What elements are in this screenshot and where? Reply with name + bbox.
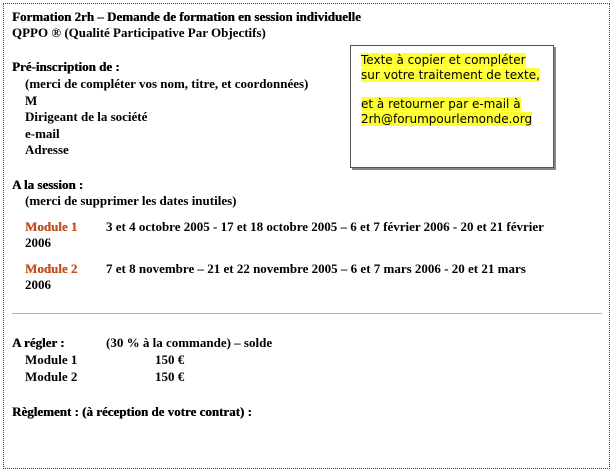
- payment-item-2-label: Module 2: [25, 369, 78, 384]
- preinscription-heading: Pré-inscription de :: [12, 59, 120, 74]
- payment-item-1-label: Module 1: [25, 352, 78, 367]
- field-title: Dirigeant de la société: [25, 109, 148, 124]
- section-divider: [12, 313, 602, 314]
- field-address: Adresse: [25, 142, 69, 157]
- module-2-dates: 7 et 8 novembre – 21 et 22 novembre 2005 – 6 et 7 mars 2006 - 20 et 21 mars: [106, 261, 526, 276]
- note-line-3: et à retourner par e-mail à: [361, 97, 521, 111]
- module-1-dates-continued: 2006: [25, 235, 51, 250]
- note-line-2: sur votre traitement de texte,: [361, 68, 540, 82]
- payment-item-2-price: 150 €: [155, 369, 185, 384]
- document-subtitle: QPPO ® (Qualité Participative Par Objectifs): [12, 25, 266, 40]
- field-email: e-mail: [25, 126, 60, 141]
- module-1-dates: 3 et 4 octobre 2005 - 17 et 18 octobre 2005 – 6 et 7 février 2006 - 20 et 21 février: [106, 219, 544, 234]
- note-email-address: 2rh@forumpourlemonde.org: [361, 112, 533, 126]
- payment-heading: A régler :: [12, 335, 65, 350]
- module-2-dates-continued: 2006: [25, 277, 51, 292]
- module-2-label: Module 2: [25, 261, 78, 276]
- reglement-line: Règlement : (à réception de votre contrat) :: [12, 404, 252, 419]
- document-title: Formation 2rh – Demande de formation en session individuelle: [12, 9, 361, 24]
- session-instruction: (merci de supprimer les dates inutiles): [25, 193, 237, 208]
- field-name: M: [25, 93, 38, 108]
- session-heading: A la session :: [12, 177, 84, 192]
- preinscription-instruction: (merci de compléter vos nom, titre, et coordonnées): [25, 76, 309, 91]
- module-1-label: Module 1: [25, 219, 78, 234]
- note-line-1: Texte à copier et compléter: [361, 53, 526, 67]
- instructions-note-box: [350, 45, 554, 168]
- payment-item-1-price: 150 €: [155, 352, 185, 367]
- payment-terms: (30 % à la commande) – solde: [106, 335, 273, 350]
